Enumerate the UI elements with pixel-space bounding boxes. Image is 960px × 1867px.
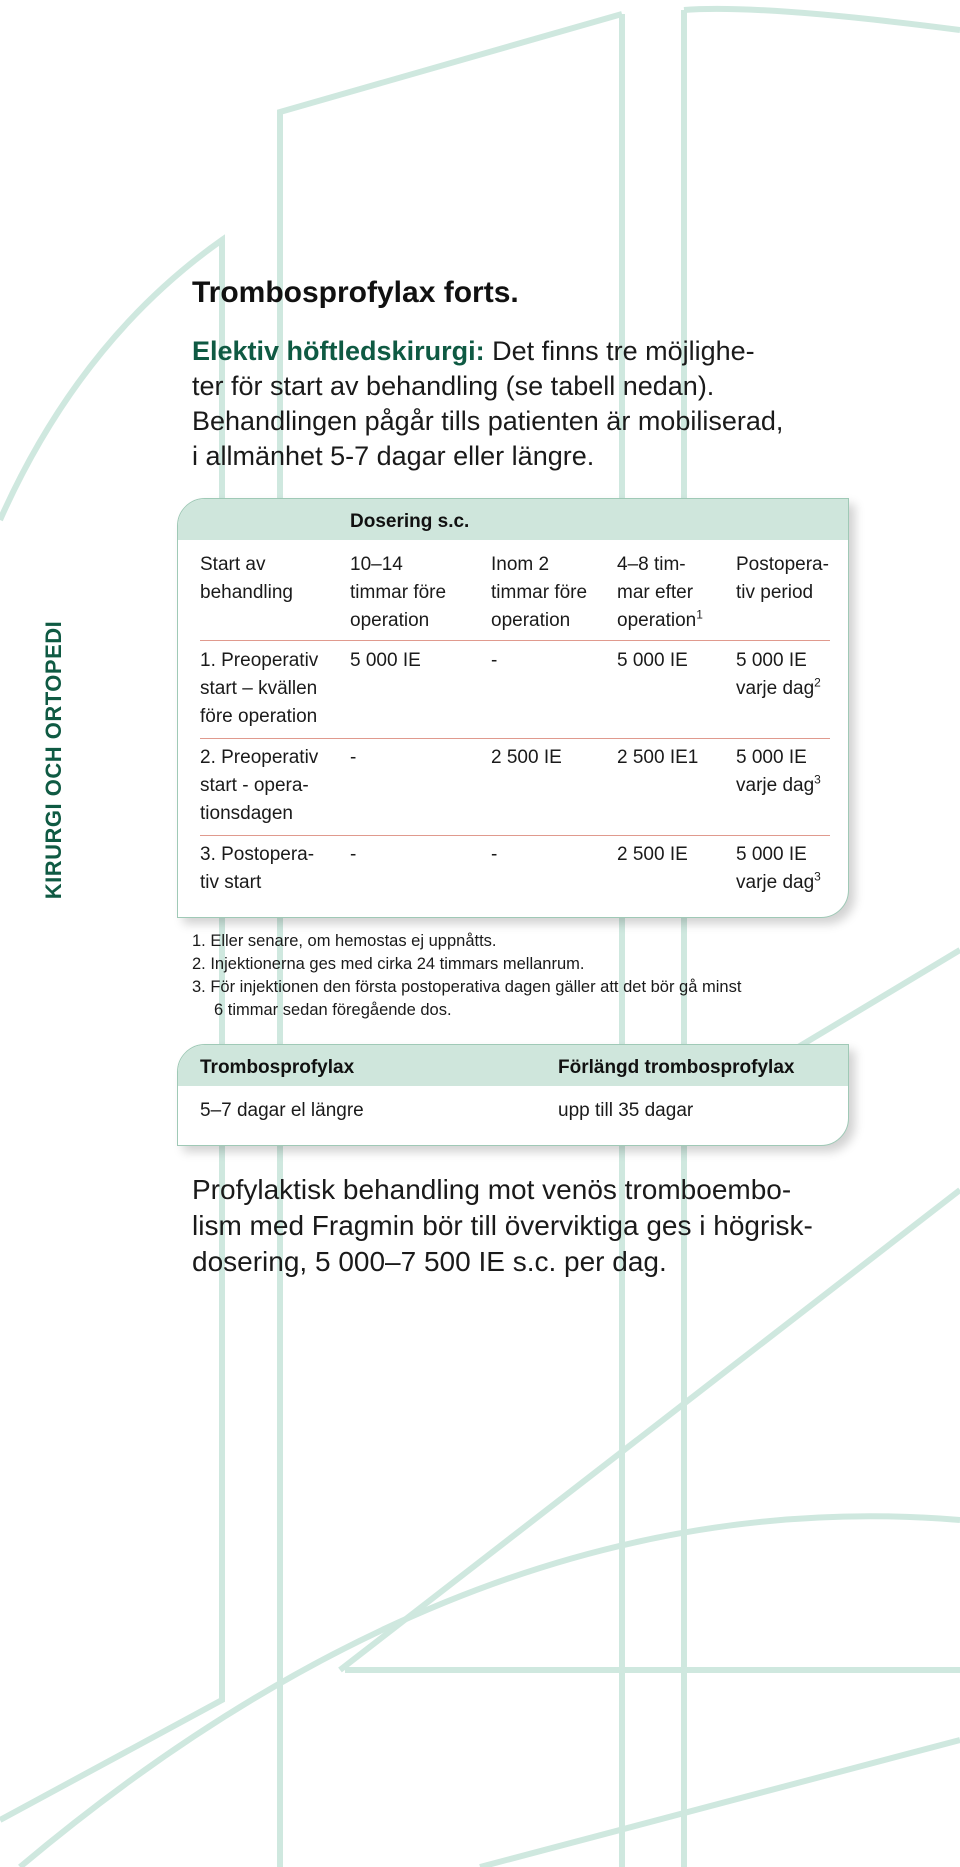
row-label: 3. Postopera- tiv start <box>200 844 315 893</box>
row-label: 1. Preoperativ start – kvällen före operation <box>200 650 319 727</box>
extended-prophylaxis-table <box>177 1044 849 1146</box>
footnote: 2. Injektionerna ges med cirka 24 timmars mellanrum. <box>192 955 585 973</box>
row-divider <box>200 835 830 836</box>
intro-paragraph <box>192 334 852 474</box>
table-cell: 2 500 IE <box>617 844 688 865</box>
closing-line: Profylaktisk behandling mot venös tromboembo- <box>192 1174 792 1205</box>
column-header-inom-2h: Inom 2 timmar före operation <box>491 554 588 631</box>
intro-line: i allmänhet 5-7 dagar eller längre. <box>192 441 595 471</box>
value-duration: 5–7 dagar el längre <box>200 1100 364 1121</box>
table-cell: - <box>350 747 357 768</box>
closing-line: lism med Fragmin bör till överviktiga ges i högrisk- <box>192 1210 813 1241</box>
table-cell: 5 000 IE varje dag$^3$ <box>736 844 821 893</box>
footnote-continuation: 6 timmar sedan föregående dos. <box>214 1001 452 1019</box>
chapter-side-tab: KIRURGI OCH ORTOPEDI <box>41 620 66 900</box>
intro-line: Det finns tre möjlighe- <box>484 336 755 366</box>
row-divider <box>200 640 830 641</box>
footnote: 1. Eller senare, om hemostas ej uppnåtts. <box>192 932 497 950</box>
table-cell: 2 500 IE <box>491 747 562 768</box>
table-cell: 5 000 IE <box>350 650 421 671</box>
page-title: Trombosprofylax forts. <box>192 276 519 309</box>
header-forlangd: Förlängd trombosprofylax <box>558 1057 795 1078</box>
closing-paragraph <box>192 1172 872 1280</box>
closing-line: dosering, 5 000–7 500 IE s.c. per dag. <box>192 1246 667 1277</box>
footnote: 3. För injektionen den första postoperativa dagen gäller att det bör gå minst <box>192 978 742 996</box>
table-cell: - <box>350 844 357 865</box>
column-header-4-8h: 4–8 tim- mar efter operation$^1$ <box>617 554 703 631</box>
intro-line: Behandlingen pågår tills patienten är mobiliserad, <box>192 406 784 436</box>
row-label: 2. Preoperativ start - opera- tionsdagen <box>200 747 319 824</box>
footnotes <box>192 930 741 1022</box>
column-header-postop: Postopera- tiv period <box>736 554 829 603</box>
table-cell: 5 000 IE varje dag$^3$ <box>736 747 821 796</box>
intro-lead: Elektiv höftledskirurgi: <box>192 336 485 366</box>
value-extended-duration: upp till 35 dagar <box>558 1100 694 1121</box>
intro-line: ter för start av behandling (se tabell nedan). <box>192 371 715 401</box>
table-cell: - <box>491 844 498 865</box>
table-cell: 5 000 IE varje dag$^2$ <box>736 650 821 699</box>
table-cell: 2 500 IE1 <box>617 747 699 768</box>
dosing-table <box>177 498 849 918</box>
dosing-header-label: Dosering s.c. <box>350 511 470 532</box>
column-header-10-14h: 10–14 timmar före operation <box>350 554 447 631</box>
row-divider <box>200 738 830 739</box>
extended-table-header <box>178 1045 848 1086</box>
dosing-table-header <box>178 499 848 540</box>
table-cell: - <box>491 650 498 671</box>
column-header-start: Start av behandling <box>200 554 293 603</box>
header-trombosprofylax: Trombosprofylax <box>200 1057 355 1078</box>
table-cell: 5 000 IE <box>617 650 688 671</box>
